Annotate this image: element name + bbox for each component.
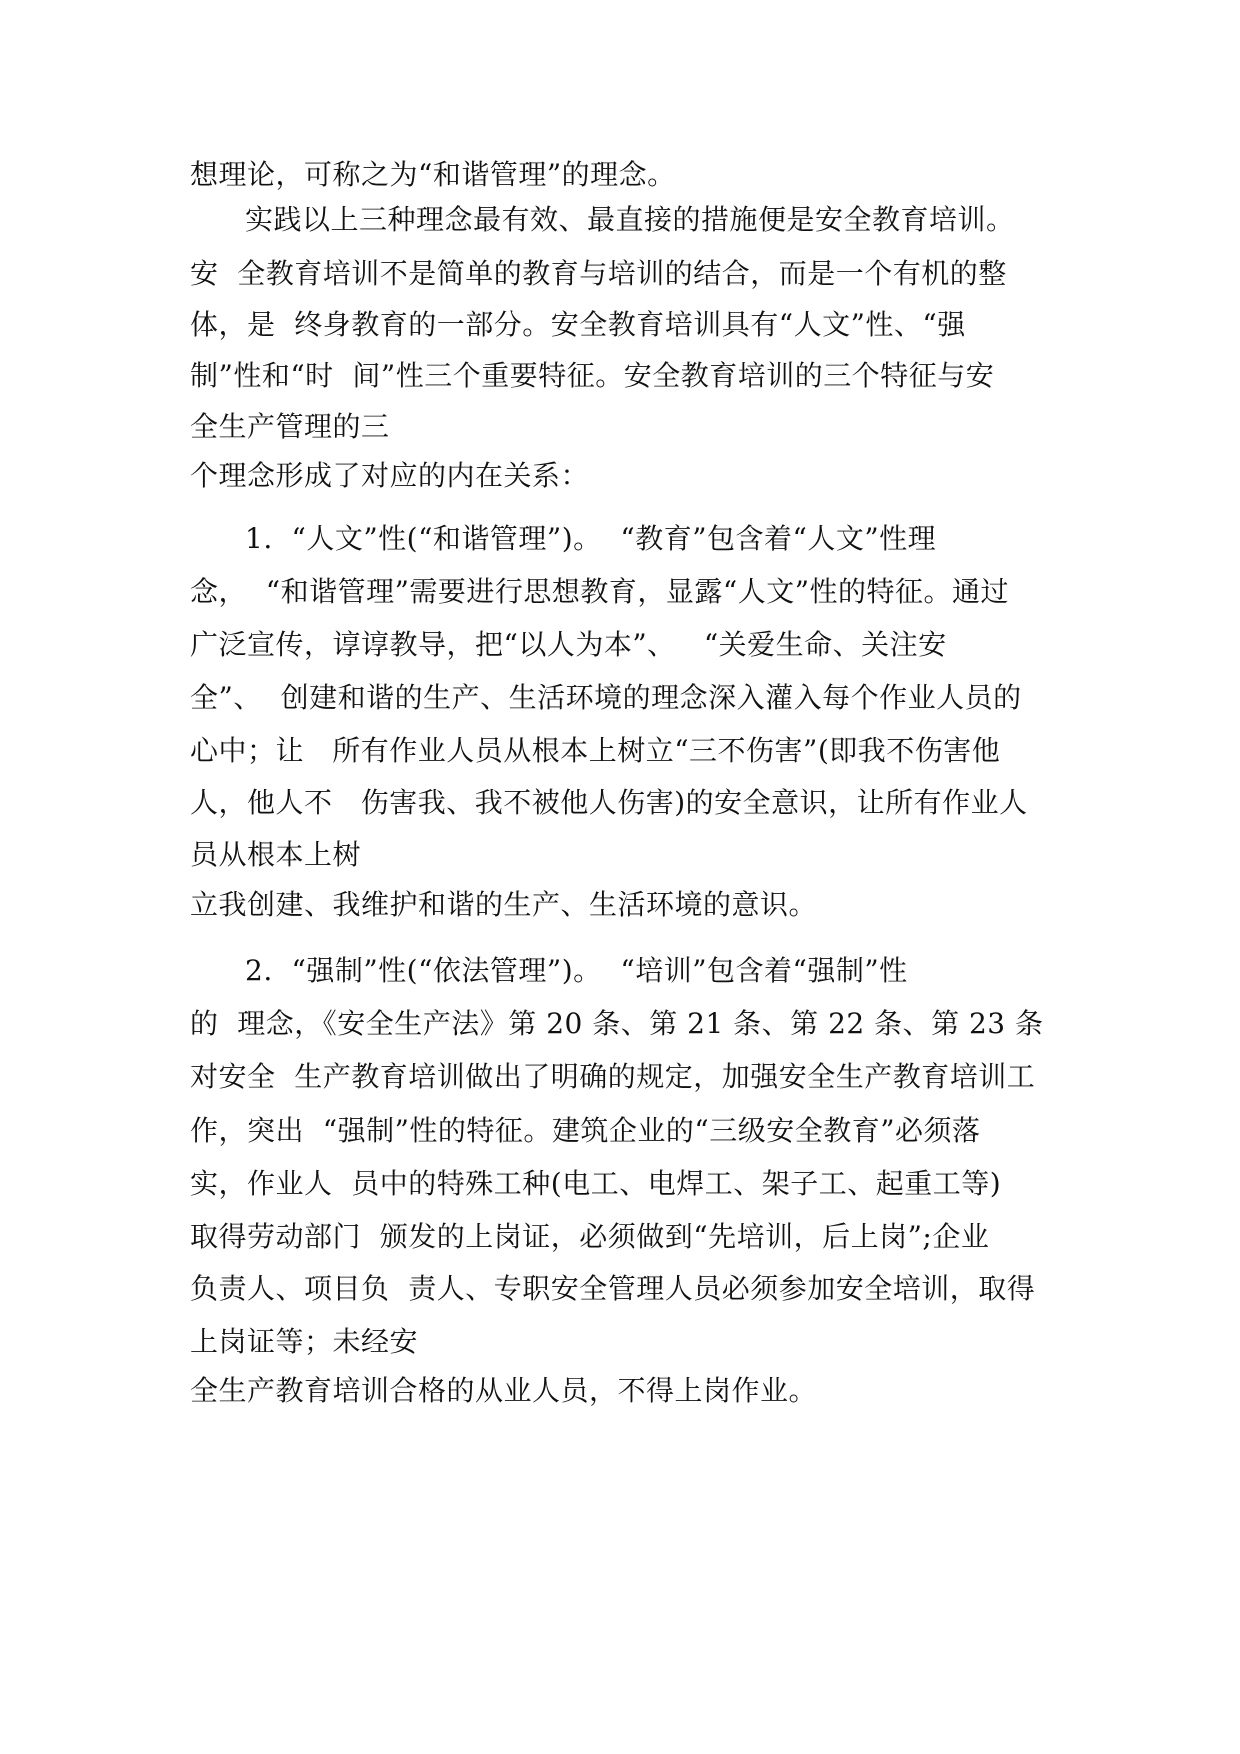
text-line: 实，作业人 员中的特殊工种(电工、电焊工、架子工、起重工等) [190, 1167, 1002, 1200]
text-line: 安 全教育培训不是简单的教育与培训的结合，而是一个有机的整 [190, 257, 1007, 290]
text-line: 人，他人不 伤害我、我不被他人伤害)的安全意识，让所有作业人 [190, 786, 1028, 819]
text-line: 想理论，可称之为“和谐管理”的理念。 [190, 158, 676, 191]
text-line: 全生产教育培训合格的从业人员，不得上岗作业。 [190, 1374, 818, 1407]
text-line: 制”性和“时 间”性三个重要特征。安全教育培训的三个特征与安 [190, 359, 995, 392]
text-line: 负责人、项目负 责人、专职安全管理人员必须参加安全培训，取得 [190, 1272, 1036, 1305]
text-line: 念， “和谐管理”需要进行思想教育，显露“人文”性的特征。通过 [190, 575, 1010, 608]
text-line: 上岗证等；未经安 [190, 1325, 419, 1358]
text-line: 2. “强制”性(“依法管理”)。 “培训”包含着“强制”性 [245, 954, 908, 987]
text-line: 实践以上三种理念最有效、最直接的措施便是安全教育培训。 [245, 203, 1015, 236]
text-line: 全生产管理的三 [190, 410, 390, 443]
text-line: 1. “人文”性(“和谐管理”)。 “教育”包含着“人文”性理 [245, 522, 937, 555]
text-line: 全”、 创建和谐的生产、生活环境的理念深入灌入每个作业人员的 [190, 681, 1022, 714]
text-line: 对安全 生产教育培训做出了明确的规定，加强安全生产教育培训工 [190, 1060, 1036, 1093]
text-line: 广泛宣传，谆谆教导，把“以人为本”、 “关爱生命、关注安 [190, 628, 947, 661]
text-line: 取得劳动部门 颁发的上岗证，必须做到“先培训，后上岗”;企业 [190, 1220, 990, 1253]
text-line: 心中；让 所有作业人员从根本上树立“三不伤害”(即我不伤害他 [190, 734, 1001, 767]
text-line: 个理念形成了对应的内在关系： [190, 459, 590, 492]
text-line: 立我创建、我维护和谐的生产、生活环境的意识。 [190, 888, 818, 921]
text-line: 的 理念，《安全生产法》第 20 条、第 21 条、第 22 条、第 23 条 [190, 1007, 1044, 1040]
text-line: 员从根本上树 [190, 838, 362, 871]
text-line: 作，突出 “强制”性的特征。建筑企业的“三级安全教育”必须落 [190, 1114, 981, 1147]
text-line: 体，是 终身教育的一部分。安全教育培训具有“人文”性、“强 [190, 308, 966, 341]
